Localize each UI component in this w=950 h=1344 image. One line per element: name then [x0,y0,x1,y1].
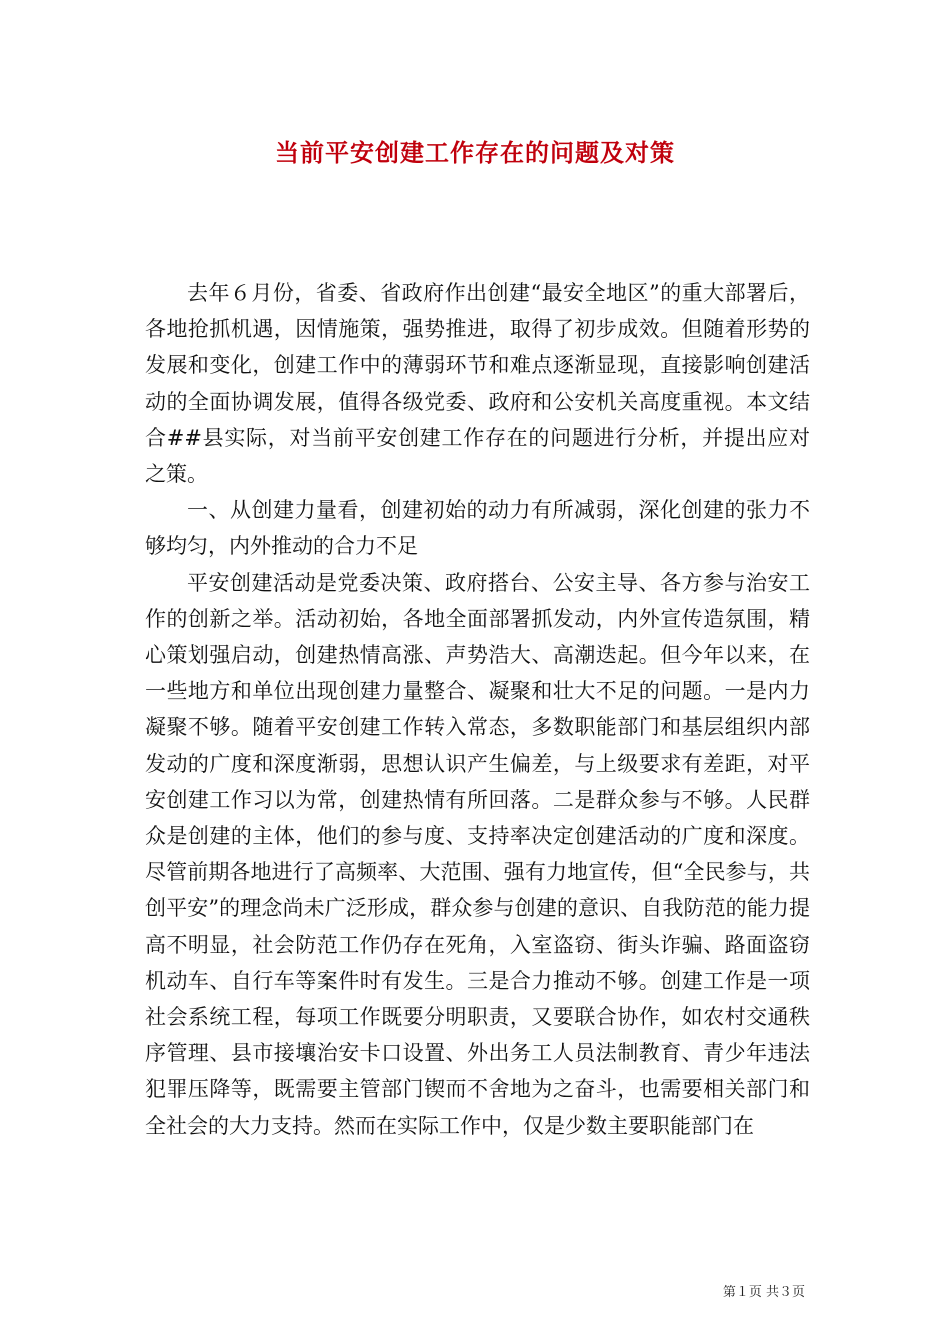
paragraph-analysis: 平安创建活动是党委决策、政府搭台、公安主导、各方参与治安工作的创新之举。活动初始，各地全面部署抓发动，内外宣传造氛围，精心策划强启动，创建热情高涨、声势浩大、高潮迭起。但今年以来，在一些地方和单位出现创建力量整合、凝聚和壮大不足的问题。一是内力凝聚不够。随着平安创建工作转入常态，多数职能部门和基层组织内部发动的广度和深度渐弱，思想认识产生偏差，与上级要求有差距，对平安创建工作习以为常，创建热情有所回落。二是群众参与不够。人民群众是创建的主体，他们的参与度、支持率决定创建活动的广度和深度。尽管前期各地进行了高频率、大范围、强有力地宣传，但“全民参与，共创平安”的理念尚未广泛形成，群众参与创建的意识、自我防范的能力提高不明显，社会防范工作仍存在死角，入室盗窃、街头诈骗、路面盗窃机动车、自行车等案件时有发生。三是合力推动不够。创建工作是一项社会系统工程，每项工作既要分明职责，又要联合协作，如农村交通秩序管理、县市接壤治安卡口设置、外出务工人员法制教育、青少年违法犯罪压降等，既需要主管部门锲而不舍地为之奋斗，也需要相关部门和全社会的大力支持。然而在实际工作中，仅是少数主要职能部门在 [145,570,810,1138]
page-number: 第１页 共３页 [722,1285,805,1300]
paragraph-section-heading: 一、从创建力量看，创建初始的动力有所减弱，深化创建的张力不够均匀，内外推动的合力不足 [145,498,810,559]
paragraph-intro: 去年６月份，省委、省政府作出创建“最安全地区”的重大部署后，各地抢抓机遇，因情施策，强势推进，取得了初步成效。但随着形势的发展和变化，创建工作中的薄弱环节和难点逐渐显现，直接影响创建活动的全面协调发展，值得各级党委、政府和公安机关高度重视。本文结合##县实际，对当前平安创建工作存在的问题进行分析，并提出应对之策。 [145,281,810,487]
document-body [145,275,810,1144]
document-title: 当前平安创建工作存在的问题及对策 [275,138,675,167]
